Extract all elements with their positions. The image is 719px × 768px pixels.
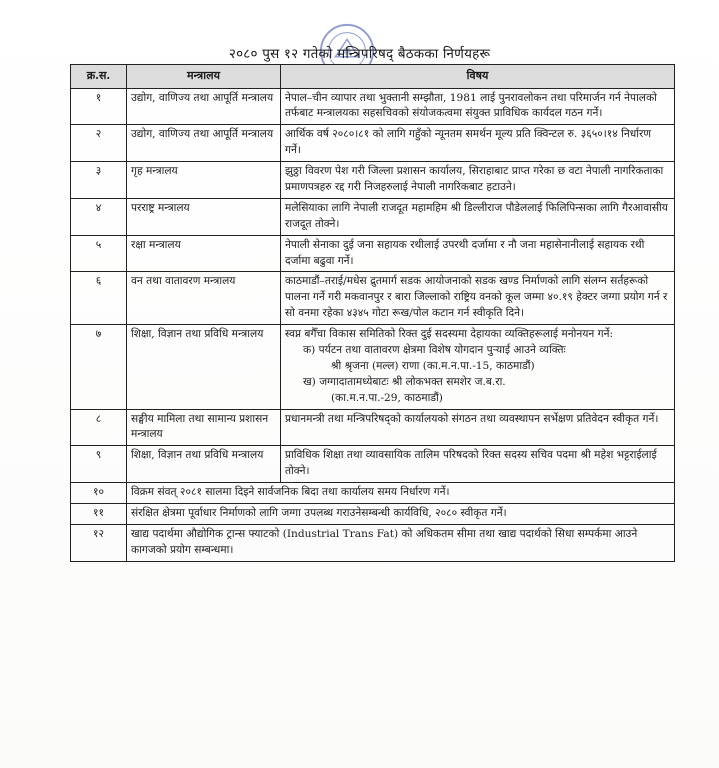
table-row: [71, 446, 675, 483]
row-no: ९: [71, 446, 127, 483]
row-subject: [281, 325, 675, 409]
table-row: [71, 235, 675, 272]
row-no: ११: [71, 503, 127, 524]
row-ministry: शिक्षा, विज्ञान तथा प्रविधि मन्त्रालय: [127, 446, 281, 483]
row-no: २: [71, 125, 127, 162]
row-subject-full: विक्रम संवत् २०८१ सालमा दिइने सार्वजनिक बिदा तथा कार्यालय समय निर्धारण गर्ने।: [127, 483, 675, 504]
row-ministry: सङ्घीय मामिला तथा सामान्य प्रशासन मन्त्रालय: [127, 409, 281, 446]
table-row: [71, 272, 675, 325]
row-ministry: गृह मन्त्रालय: [127, 162, 281, 199]
row-ministry: उद्योग, वाणिज्य तथा आपूर्ति मन्त्रालय: [127, 125, 281, 162]
row-subject: काठमाडौं–तराई/मधेस द्रुतमार्ग सडक आयोजनाको सडक खण्ड निर्माणको लागि संलग्न सर्तहरूको पालना गर्ने गरी मकवानपुर र बारा जिल्लाको राष्ट्रिय वनको कूल जम्मा ४०.१९ हेक्टर जग्गा प्रयोग गर्न र सो वनमा रहेका ४३४५ गोटा रूख/पोल कटान गर्न स्वीकृति दिने।: [281, 272, 675, 325]
table-header-row: [71, 65, 675, 89]
row-no: १: [71, 88, 127, 125]
table-row: [71, 198, 675, 235]
row-subject: आर्थिक वर्ष २०८०।८१ को लागि गहुँको न्यूनतम समर्थन मूल्य प्रति क्विन्टल रु. ३६५०।१४ निर्धारण गर्ने।: [281, 125, 675, 162]
table-row: [71, 503, 675, 524]
row-ministry: रक्षा मन्त्रालय: [127, 235, 281, 272]
row-no: ७: [71, 325, 127, 409]
row-subject: प्रधानमन्त्री तथा मन्त्रिपरिषद्को कार्यालयको संगठन तथा व्यवस्थापन सर्भेक्षण प्रतिवेदन स्वीकृत गर्ने।: [281, 409, 675, 446]
row-subject-intro: स्वप्न बगैँचा विकास समितिको रिक्त दुई सदस्यमा देहायका व्यक्तिहरूलाई मनोनयन गर्ने:: [285, 328, 614, 341]
row-ministry: शिक्षा, विज्ञान तथा प्रविधि मन्त्रालय: [127, 325, 281, 409]
row-subject: मलेसियाका लागि नेपाली राजदूत महामहिम श्री डिल्लीराज पौडेललाई फिलिपिन्सका लागि गैरआवासीय राजदूत तोक्ने।: [281, 198, 675, 235]
page-title: २०८० पुस १२ गतेको मन्त्रिपरिषद् बैठकका निर्णयहरू: [228, 46, 491, 62]
nominee-item: [285, 375, 670, 391]
row-subject: प्राविधिक शिक्षा तथा व्यावसायिक तालिम परिषदको रिक्त सदस्य सचिव पदमा श्री महेश भट्टराईलाई तोक्ने।: [281, 446, 675, 483]
table-row: [71, 409, 675, 446]
header-serial-no: क्र.स.: [71, 65, 127, 89]
row-ministry: परराष्ट्र मन्त्रालय: [127, 198, 281, 235]
row-no: ६: [71, 272, 127, 325]
table-row: [71, 524, 675, 561]
table-row: [71, 88, 675, 125]
decisions-table: [70, 64, 675, 562]
row-no: १२: [71, 524, 127, 561]
row-no: ८: [71, 409, 127, 446]
nominee-label: क): [303, 343, 316, 356]
header-subject: विषय: [281, 65, 675, 89]
row-no: १०: [71, 483, 127, 504]
nominee-label: ख): [303, 375, 316, 388]
nominee-detail: (का.म.न.पा.-29, काठमाडौं): [331, 391, 443, 404]
nominee-text: जग्गादातामध्येबाटः श्री लोकभक्त समशेर ज.ब.रा.: [319, 375, 506, 388]
table-row: [71, 125, 675, 162]
row-subject-full: संरक्षित क्षेत्रमा पूर्वाधार निर्माणको लागि जग्गा उपलब्ध गराउनेसम्बन्धी कार्यविधि, २०८० स्वीकृत गर्ने।: [127, 503, 675, 524]
table-row: [71, 325, 675, 409]
table-row: [71, 483, 675, 504]
header-ministry: मन्त्रालय: [127, 65, 281, 89]
row-ministry: उद्योग, वाणिज्य तथा आपूर्ति मन्त्रालय: [127, 88, 281, 125]
row-ministry: वन तथा वातावरण मन्त्रालय: [127, 272, 281, 325]
row-subject: नेपाल–चीन व्यापार तथा भुक्तानी सम्झौता, 1981 लाई पुनरावलोकन तथा परिमार्जन गर्न नेपालको तर्फबाट मन्त्रालयका सहसचिवको संयोजकत्वमा संयुक्त प्राविधिक कार्यदल गठन गर्ने।: [281, 88, 675, 125]
nominee-item: [285, 343, 670, 359]
row-no: ४: [71, 198, 127, 235]
row-no: ५: [71, 235, 127, 272]
nominee-text: पर्यटन तथा वातावरण क्षेत्रमा विशेष योगदान पुऱ्याई आउने व्यक्तिः: [318, 343, 566, 356]
nominee-detail: श्री श्रृजना (मल्ल) राणा (का.म.न.पा.-15, काठमाडौं): [331, 359, 535, 372]
row-subject: नेपाली सेनाका दुई जना सहायक रथीलाई उपरथी दर्जामा र नौ जना महासेनानीलाई सहायक रथी दर्जामा बढुवा गर्ने।: [281, 235, 675, 272]
row-no: ३: [71, 162, 127, 199]
table-row: [71, 162, 675, 199]
row-subject-full: खाद्य पदार्थमा औद्योगिक ट्रान्स फ्याटको (Industrial Trans Fat) को अधिकतम सीमा तथा खाद्य पदार्थको सिधा सम्पर्कमा आउने कागजको प्रयोग सम्बन्धमा।: [127, 524, 675, 561]
row-subject: झुठ्ठा विवरण पेश गरी जिल्ला प्रशासन कार्यालय, सिराहाबाट प्राप्त गरेका छ वटा नेपाली नागरिकताका प्रमाणपत्रहरु रद्द गरी निजहरुलाई नेपाली नागरिकबाट हटाउने।: [281, 162, 675, 199]
